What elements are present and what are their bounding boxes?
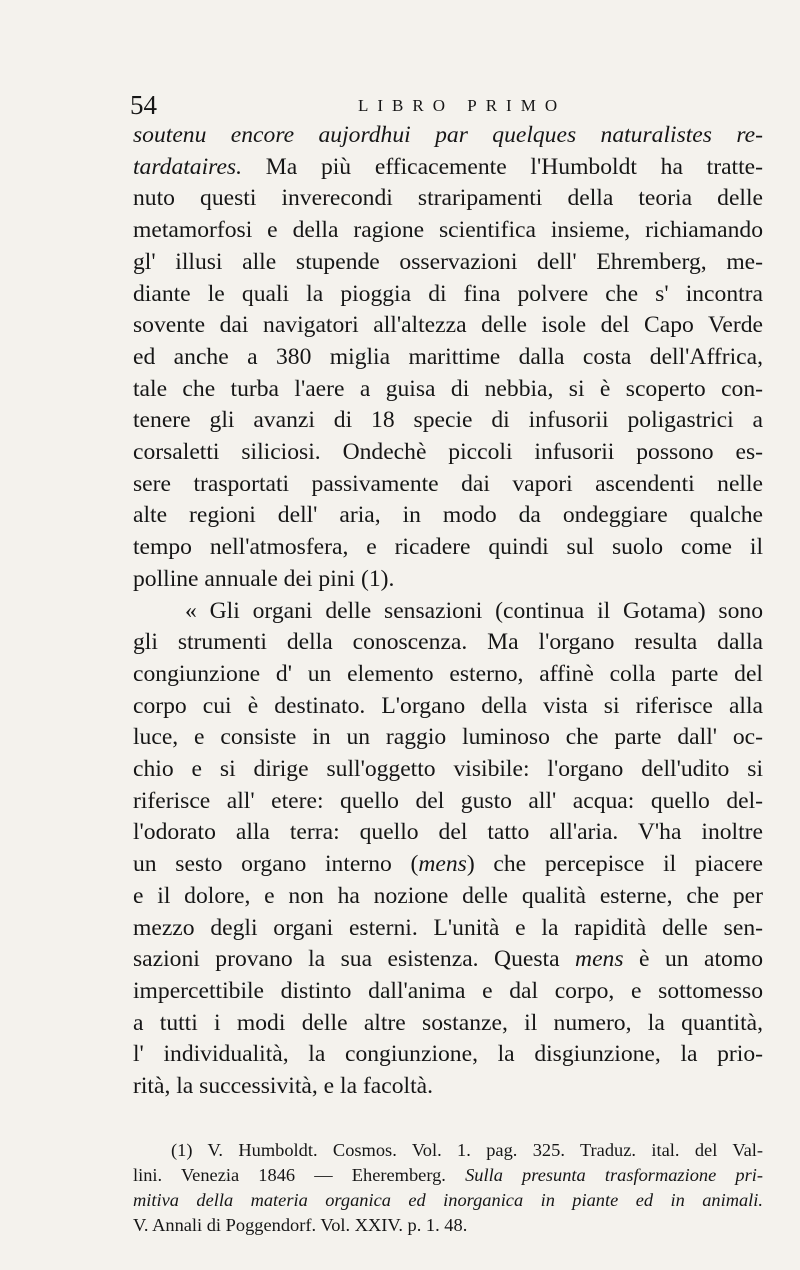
text-segment: tenere gli avanzi di 18 specie di infusorii poligastrici a: [133, 407, 763, 434]
running-title: LIBRO PRIMO: [358, 96, 567, 115]
body-line: [133, 374, 763, 406]
italic-text-segment: soutenu encore aujordhui par quelques naturalistes re-: [133, 122, 763, 148]
body-line: [133, 691, 763, 723]
text-segment: tempo nell'atmosfera, e ricadere quindi sul suolo come il: [133, 534, 763, 561]
text-segment: lini. Venezia 1846 — Eheremberg.: [133, 1165, 466, 1185]
text-segment: sovente dai navigatori all'altezza delle isole del Capo Verde: [133, 312, 763, 339]
text-segment: (1) V. Humboldt. Cosmos. Vol. 1. pag. 325. Traduz. ital. del Val-: [171, 1140, 763, 1160]
footnote-line: [133, 1163, 763, 1188]
body-line: [133, 913, 763, 945]
body-line: [133, 215, 763, 247]
body-line: [133, 596, 763, 628]
text-segment: nuto questi inverecondi straripamenti della teoria delle: [133, 185, 763, 212]
body-line: [133, 722, 763, 754]
footnote-line: [133, 1138, 763, 1163]
text-segment: luce, e consiste in un raggio luminoso che parte dall' oc-: [133, 724, 763, 751]
text-segment: Ma più efficacemente l'Humboldt ha tratte-: [242, 153, 763, 180]
body-line: [133, 500, 763, 532]
text-segment: e il dolore, e non ha nozione delle qualità esterne, che per: [133, 882, 763, 909]
text-segment: sazioni provano la sua esistenza. Questa: [133, 946, 576, 973]
footnote-line: [133, 1213, 763, 1238]
body-line: [133, 1071, 763, 1103]
text-segment: metamorfosi e della ragione scientifica insieme, richiamando: [133, 217, 763, 244]
footnotes: [133, 1138, 763, 1238]
text-segment: diante le quali la pioggia di fina polvere che s' incontra: [133, 280, 763, 307]
body-line: [133, 564, 763, 596]
text-segment: l'odorato alla terra: quello del tatto all'aria. V'ha inoltre: [133, 819, 763, 846]
text-segment: riferisce all' etere: quello del gusto all' acqua: quello del-: [133, 787, 763, 814]
text-segment: l' individualità, la congiunzione, la disgiunzione, la prio-: [133, 1041, 763, 1068]
text-segment: rità, la successività, e la facoltà.: [133, 1073, 434, 1100]
text-segment: impercettibile distinto dall'anima e dal corpo, e sottomesso: [133, 977, 763, 1004]
text-segment: mezzo degli organi esterni. L'unità e la rapidità delle sen-: [133, 914, 763, 941]
text-segment: ed anche a 380 miglia marittime dalla costa dell'Affrica,: [133, 343, 763, 370]
text-segment: congiunzione d' un elemento esterno, affinè colla parte del: [133, 660, 763, 687]
text-segment: sere trasportati passivamente dai vapori ascendenti nelle: [133, 470, 763, 497]
text-segment: V. Annali di Poggendorf. Vol. XXIV. p. 1. 48.: [133, 1215, 468, 1235]
body-line: [133, 1039, 763, 1071]
body-line: [133, 881, 763, 913]
body-line: [133, 659, 763, 691]
body-line: [133, 976, 763, 1008]
text-segment: gl' illusi alle stupende osservazioni dell' Ehremberg, me-: [133, 248, 763, 275]
body-line: [133, 279, 763, 311]
footnote-line: [133, 1188, 763, 1213]
italic-text-segment: mens: [418, 851, 467, 878]
text-segment: corsaletti siliciosi. Ondechè piccoli infusorii possono es-: [133, 439, 763, 466]
text-segment: ) che percepisce il piacere: [466, 851, 764, 878]
text-segment: « Gli organi delle sensazioni (continua il Gotama) sono: [185, 597, 763, 624]
text-segment: a tutti i modi delle altre sostanze, il numero, la quantità,: [133, 1009, 763, 1036]
text-segment: un sesto organo interno (: [133, 851, 419, 878]
body-text: [133, 120, 763, 1103]
page-header: [130, 88, 770, 122]
body-line: [133, 1008, 763, 1040]
text-segment: chio e si dirige sull'oggetto visibile: l'organo dell'udito si: [133, 756, 763, 783]
text-segment: gli strumenti della conoscenza. Ma l'organo resulta dalla: [133, 629, 763, 656]
body-line: [133, 437, 763, 469]
italic-text-segment: Sulla presunta trasformazione pri-: [465, 1165, 763, 1185]
body-line: [133, 627, 763, 659]
body-line: [133, 786, 763, 818]
text-segment: polline annuale dei pini (1).: [133, 565, 395, 592]
body-line: [133, 817, 763, 849]
body-line: [133, 152, 763, 184]
italic-text-segment: mens: [575, 946, 624, 973]
body-line: [133, 405, 763, 437]
body-line: [133, 120, 763, 152]
text-segment: tale che turba l'aere a guisa di nebbia, si è scoperto con-: [133, 375, 763, 402]
body-line: [133, 183, 763, 215]
text-segment: è un atomo: [623, 946, 764, 973]
text-segment: alte regioni dell' aria, in modo da ondeggiare qualche: [133, 502, 763, 529]
italic-text-segment: mitiva della materia organica ed inorganica in piante ed in animali.: [133, 1190, 763, 1210]
body-line: [133, 849, 763, 881]
page-number: 54: [130, 90, 157, 120]
body-line: [133, 247, 763, 279]
body-line: [133, 342, 763, 374]
body-line: [133, 532, 763, 564]
body-line: [133, 754, 763, 786]
body-line: [133, 944, 763, 976]
body-line: [133, 310, 763, 342]
italic-text-segment: tardataires.: [133, 153, 243, 180]
text-segment: corpo cui è destinato. L'organo della vista si riferisce alla: [133, 692, 763, 719]
body-line: [133, 469, 763, 501]
